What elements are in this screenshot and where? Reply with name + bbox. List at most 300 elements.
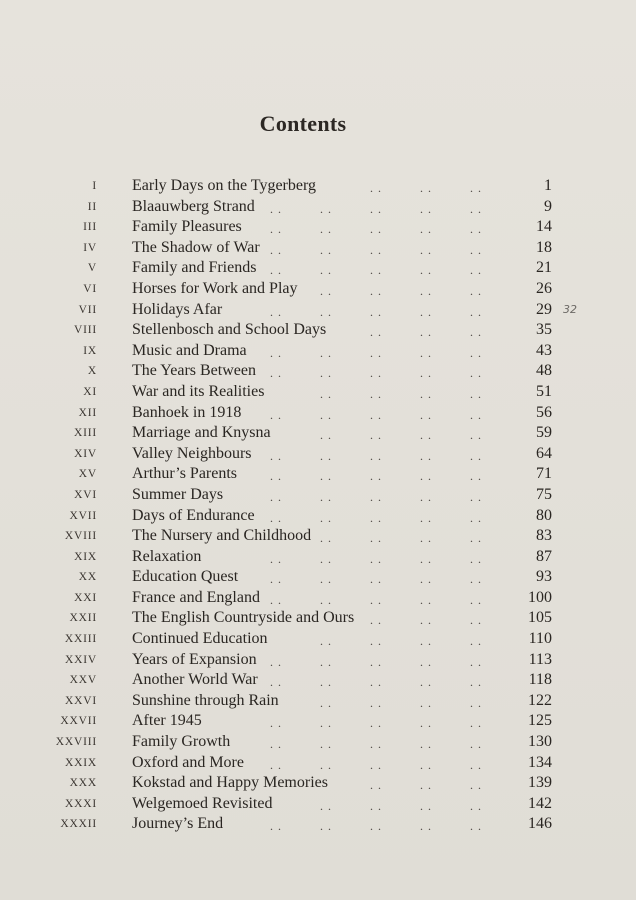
leader-dots: . . xyxy=(470,778,482,793)
leader-dots: . . xyxy=(420,448,432,463)
leader-dots: . . xyxy=(420,201,432,216)
dot-leader xyxy=(270,711,510,732)
toc-entry xyxy=(40,794,560,815)
leader-dots: . . xyxy=(470,242,482,257)
leader-dots: . . xyxy=(370,757,382,772)
chapter-title: Another World War xyxy=(132,671,258,689)
leader-dots: . . xyxy=(370,613,382,628)
leader-dots: . . xyxy=(270,489,282,504)
chapter-title: France and England xyxy=(132,588,260,606)
leader-dots: . . xyxy=(470,757,482,772)
toc-entry xyxy=(40,176,560,197)
chapter-title: Banhoek in 1918 xyxy=(132,403,242,421)
leader-dots: . . xyxy=(470,345,482,360)
leader-dots: . . xyxy=(470,592,482,607)
chapter-title: Days of Endurance xyxy=(132,506,255,524)
dot-leader xyxy=(270,753,510,774)
chapter-title: Family Growth xyxy=(132,733,231,751)
leader-dots: . . xyxy=(320,489,332,504)
leader-dots: . . xyxy=(420,407,432,422)
leader-dots: . . xyxy=(320,283,332,298)
leader-dots: . . xyxy=(470,716,482,731)
chapter-number: XIII xyxy=(74,427,97,440)
leader-dots: . . xyxy=(270,222,282,237)
leader-dots: . . xyxy=(470,407,482,422)
toc-entry xyxy=(40,732,560,753)
dot-leader xyxy=(270,341,510,362)
leader-dots: . . xyxy=(320,757,332,772)
chapter-number: XXVI xyxy=(65,694,97,707)
toc-entry xyxy=(40,444,560,465)
leader-dots: . . xyxy=(370,407,382,422)
leader-dots: . . xyxy=(470,469,482,484)
leader-dots: . . xyxy=(320,386,332,401)
page-number: 43 xyxy=(536,341,552,359)
chapter-number: XXIII xyxy=(64,633,97,646)
toc-entry xyxy=(40,403,560,424)
leader-dots: . . xyxy=(420,489,432,504)
dot-leader xyxy=(270,403,510,424)
toc-entry xyxy=(40,485,560,506)
chapter-number: VI xyxy=(83,282,97,295)
dot-leader xyxy=(270,794,510,815)
leader-dots: . . xyxy=(370,366,382,381)
chapter-number: VII xyxy=(78,303,97,316)
leader-dots: . . xyxy=(420,531,432,546)
page-number: 9 xyxy=(544,197,552,215)
chapter-number: XIX xyxy=(74,550,97,563)
page-number: 130 xyxy=(528,733,552,751)
leader-dots: . . xyxy=(270,469,282,484)
page-number: 59 xyxy=(536,424,552,442)
chapter-title: After 1945 xyxy=(132,712,202,730)
leader-dots: . . xyxy=(370,242,382,257)
chapter-number: XXIX xyxy=(65,756,97,769)
toc-entry xyxy=(40,423,560,444)
page-number: 83 xyxy=(536,527,552,545)
leader-dots: . . xyxy=(420,572,432,587)
leader-dots: . . xyxy=(470,201,482,216)
contents-list xyxy=(40,176,560,835)
chapter-number: II xyxy=(87,200,97,213)
leader-dots: . . xyxy=(470,222,482,237)
leader-dots: . . xyxy=(470,366,482,381)
leader-dots: . . xyxy=(370,222,382,237)
leader-dots: . . xyxy=(270,716,282,731)
dot-leader xyxy=(270,258,510,279)
toc-entry xyxy=(40,567,560,588)
chapter-title: Family Pleasures xyxy=(132,218,242,236)
leader-dots: . . xyxy=(320,510,332,525)
leader-dots: . . xyxy=(370,201,382,216)
chapter-title: Music and Drama xyxy=(132,341,247,359)
leader-dots: . . xyxy=(420,675,432,690)
leader-dots: . . xyxy=(320,304,332,319)
leader-dots: . . xyxy=(320,242,332,257)
leader-dots: . . xyxy=(470,428,482,443)
toc-entry xyxy=(40,279,560,300)
page-number: 113 xyxy=(528,650,552,668)
chapter-title: Stellenbosch and School Days xyxy=(132,321,327,339)
dot-leader xyxy=(270,320,510,341)
leader-dots: . . xyxy=(370,304,382,319)
dot-leader xyxy=(270,650,510,671)
leader-dots: . . xyxy=(320,737,332,752)
leader-dots: . . xyxy=(270,737,282,752)
leader-dots: . . xyxy=(370,634,382,649)
leader-dots: . . xyxy=(370,778,382,793)
toc-entry xyxy=(40,608,560,629)
dot-leader xyxy=(270,732,510,753)
page-number: 75 xyxy=(536,485,552,503)
leader-dots: . . xyxy=(420,634,432,649)
chapter-number: XXV xyxy=(69,674,97,687)
dot-leader xyxy=(270,526,510,547)
leader-dots: . . xyxy=(270,572,282,587)
leader-dots: . . xyxy=(320,407,332,422)
leader-dots: . . xyxy=(370,551,382,566)
leader-dots: . . xyxy=(470,675,482,690)
page-number: 71 xyxy=(536,465,552,483)
dot-leader xyxy=(270,814,510,835)
leader-dots: . . xyxy=(370,181,382,195)
dot-leader xyxy=(270,629,510,650)
leader-dots: . . xyxy=(420,592,432,607)
chapter-title: Journey’s End xyxy=(132,815,224,833)
page-number: 118 xyxy=(528,671,552,689)
chapter-title: Kokstad and Happy Memories xyxy=(132,774,328,792)
leader-dots: . . xyxy=(370,263,382,278)
leader-dots: . . xyxy=(420,263,432,278)
chapter-number: XXII xyxy=(69,612,97,625)
leader-dots: . . xyxy=(320,222,332,237)
page-number: 35 xyxy=(536,321,552,339)
toc-entry xyxy=(40,753,560,774)
dot-leader xyxy=(270,238,510,259)
leader-dots: . . xyxy=(270,263,282,278)
toc-entry xyxy=(40,197,560,218)
leader-dots: . . xyxy=(270,551,282,566)
dot-leader xyxy=(270,608,510,629)
leader-dots: . . xyxy=(420,428,432,443)
leader-dots: . . xyxy=(270,654,282,669)
chapter-number: XXVII xyxy=(60,715,97,728)
page-number: 125 xyxy=(528,712,552,730)
leader-dots: . . xyxy=(320,634,332,649)
leader-dots: . . xyxy=(270,510,282,525)
leader-dots: . . xyxy=(470,654,482,669)
leader-dots: . . xyxy=(270,242,282,257)
leader-dots: . . xyxy=(420,242,432,257)
leader-dots: . . xyxy=(420,366,432,381)
chapter-number: IV xyxy=(83,241,97,254)
page-number: 14 xyxy=(536,218,552,236)
leader-dots: . . xyxy=(320,448,332,463)
leader-dots: . . xyxy=(370,819,382,834)
dot-leader xyxy=(270,567,510,588)
dot-leader xyxy=(270,691,510,712)
leader-dots: . . xyxy=(320,654,332,669)
dot-leader xyxy=(270,279,510,300)
chapter-number: XI xyxy=(83,385,97,398)
toc-entry xyxy=(40,814,560,835)
leader-dots: . . xyxy=(270,592,282,607)
page-number: 93 xyxy=(536,568,552,586)
chapter-number: I xyxy=(92,180,97,192)
leader-dots: . . xyxy=(420,386,432,401)
leader-dots: . . xyxy=(420,819,432,834)
leader-dots: . . xyxy=(270,757,282,772)
leader-dots: . . xyxy=(320,345,332,360)
chapter-number: X xyxy=(87,365,97,378)
leader-dots: . . xyxy=(420,283,432,298)
toc-entry xyxy=(40,341,560,362)
page-title: Contents xyxy=(259,110,347,136)
chapter-title: Summer Days xyxy=(132,485,224,503)
leader-dots: . . xyxy=(320,366,332,381)
leader-dots: . . xyxy=(470,531,482,546)
leader-dots: . . xyxy=(470,613,482,628)
leader-dots: . . xyxy=(320,531,332,546)
dot-leader xyxy=(270,300,510,321)
page-number: 105 xyxy=(528,609,552,627)
page-number: 56 xyxy=(536,403,552,421)
leader-dots: . . xyxy=(270,448,282,463)
toc-entry xyxy=(40,217,560,238)
chapter-title: Arthur’s Parents xyxy=(132,465,238,483)
leader-dots: . . xyxy=(370,695,382,710)
toc-entry xyxy=(40,547,560,568)
leader-dots: . . xyxy=(320,201,332,216)
leader-dots: . . xyxy=(420,778,432,793)
leader-dots: . . xyxy=(370,531,382,546)
chapter-title: Oxford and More xyxy=(132,753,244,771)
page-number: 26 xyxy=(536,279,552,297)
chapter-title: Sunshine through Rain xyxy=(132,691,279,709)
leader-dots: . . xyxy=(370,428,382,443)
chapter-number: III xyxy=(83,221,97,234)
dot-leader xyxy=(270,197,510,218)
leader-dots: . . xyxy=(470,551,482,566)
leader-dots: . . xyxy=(270,675,282,690)
chapter-number: XXVIII xyxy=(55,736,97,749)
chapter-title: Blaauwberg Strand xyxy=(132,197,255,215)
chapter-number: V xyxy=(87,262,97,275)
toc-entry xyxy=(40,382,560,403)
toc-entry xyxy=(40,361,560,382)
chapter-number: IX xyxy=(83,344,97,357)
toc-entry xyxy=(40,588,560,609)
toc-entry xyxy=(40,650,560,671)
leader-dots: . . xyxy=(270,407,282,422)
leader-dots: . . xyxy=(370,448,382,463)
page-number: 64 xyxy=(536,444,552,462)
leader-dots: . . xyxy=(470,181,482,195)
leader-dots: . . xyxy=(370,675,382,690)
chapter-title: The Nursery and Childhood xyxy=(132,527,312,545)
leader-dots: . . xyxy=(270,304,282,319)
leader-dots: . . xyxy=(470,448,482,463)
dot-leader xyxy=(270,773,510,794)
leader-dots: . . xyxy=(320,428,332,443)
leader-dots: . . xyxy=(470,634,482,649)
leader-dots: . . xyxy=(470,798,482,813)
leader-dots: . . xyxy=(270,345,282,360)
toc-entry xyxy=(40,670,560,691)
leader-dots: . . xyxy=(370,510,382,525)
leader-dots: . . xyxy=(420,716,432,731)
leader-dots: . . xyxy=(270,819,282,834)
leader-dots: . . xyxy=(420,510,432,525)
chapter-title: Family and Friends xyxy=(132,259,257,277)
chapter-number: XXI xyxy=(74,591,97,604)
chapter-title: Holidays Afar xyxy=(132,300,223,318)
leader-dots: . . xyxy=(470,386,482,401)
dot-leader xyxy=(270,361,510,382)
leader-dots: . . xyxy=(470,819,482,834)
page-number: 100 xyxy=(528,588,552,606)
leader-dots: . . xyxy=(370,716,382,731)
leader-dots: . . xyxy=(370,592,382,607)
leader-dots: . . xyxy=(470,510,482,525)
page-number: 29 xyxy=(536,300,552,318)
chapter-title: Years of Expansion xyxy=(132,650,257,668)
toc-entry xyxy=(40,320,560,341)
chapter-number: VIII xyxy=(74,324,97,337)
page-number: 134 xyxy=(528,753,552,771)
leader-dots: . . xyxy=(320,469,332,484)
leader-dots: . . xyxy=(470,325,482,340)
dot-leader xyxy=(270,217,510,238)
leader-dots: . . xyxy=(420,345,432,360)
toc-entry xyxy=(40,300,560,321)
leader-dots: . . xyxy=(470,737,482,752)
dot-leader xyxy=(270,485,510,506)
page-number: 139 xyxy=(528,774,552,792)
chapter-title: Education Quest xyxy=(132,568,239,586)
leader-dots: . . xyxy=(420,325,432,340)
leader-dots: . . xyxy=(470,489,482,504)
chapter-number: XIV xyxy=(74,447,97,460)
page-number: 80 xyxy=(536,506,552,524)
chapter-title: Welgemoed Revisited xyxy=(132,794,273,812)
dot-leader xyxy=(270,176,510,197)
handwritten-annotation: 32 xyxy=(563,303,577,316)
toc-entry xyxy=(40,258,560,279)
chapter-number: XXXII xyxy=(60,818,97,831)
leader-dots: . . xyxy=(270,366,282,381)
leader-dots: . . xyxy=(370,345,382,360)
chapter-number: XXIV xyxy=(65,653,97,666)
toc-entry xyxy=(40,711,560,732)
page-number: 122 xyxy=(528,691,552,709)
leader-dots: . . xyxy=(370,798,382,813)
chapter-title: Horses for Work and Play xyxy=(132,279,298,297)
toc-entry xyxy=(40,629,560,650)
leader-dots: . . xyxy=(320,695,332,710)
leader-dots: . . xyxy=(470,283,482,298)
chapter-number: XVII xyxy=(69,509,97,522)
dot-leader xyxy=(270,506,510,527)
page-number: 21 xyxy=(536,259,552,277)
chapter-number: XII xyxy=(78,406,97,419)
chapter-title: War and its Realities xyxy=(132,382,265,400)
page-number: 1 xyxy=(544,177,552,194)
leader-dots: . . xyxy=(320,798,332,813)
leader-dots: . . xyxy=(420,695,432,710)
leader-dots: . . xyxy=(370,572,382,587)
leader-dots: . . xyxy=(370,325,382,340)
leader-dots: . . xyxy=(420,181,432,195)
toc-entry xyxy=(40,691,560,712)
leader-dots: . . xyxy=(370,386,382,401)
chapter-title: Marriage and Knysna xyxy=(132,424,271,442)
page-number: 87 xyxy=(536,547,552,565)
dot-leader xyxy=(270,670,510,691)
chapter-title: The Shadow of War xyxy=(132,238,260,256)
chapter-title: Early Days on the Tygerberg xyxy=(132,177,317,194)
leader-dots: . . xyxy=(370,654,382,669)
chapter-title: Valley Neighbours xyxy=(132,444,252,462)
toc-entry xyxy=(40,464,560,485)
leader-dots: . . xyxy=(370,737,382,752)
page-number: 18 xyxy=(536,238,552,256)
leader-dots: . . xyxy=(470,695,482,710)
leader-dots: . . xyxy=(420,757,432,772)
page-number: 51 xyxy=(536,382,552,400)
leader-dots: . . xyxy=(420,222,432,237)
leader-dots: . . xyxy=(420,798,432,813)
page-number: 48 xyxy=(536,362,552,380)
leader-dots: . . xyxy=(470,572,482,587)
leader-dots: . . xyxy=(370,283,382,298)
toc-entry xyxy=(40,506,560,527)
chapter-number: XVIII xyxy=(64,530,97,543)
dot-leader xyxy=(270,464,510,485)
chapter-title: Continued Education xyxy=(132,630,268,648)
leader-dots: . . xyxy=(320,551,332,566)
leader-dots: . . xyxy=(420,737,432,752)
dot-leader xyxy=(270,423,510,444)
leader-dots: . . xyxy=(320,592,332,607)
leader-dots: . . xyxy=(320,263,332,278)
leader-dots: . . xyxy=(320,716,332,731)
chapter-title: The Years Between xyxy=(132,362,256,380)
leader-dots: . . xyxy=(470,263,482,278)
page-number: 142 xyxy=(528,794,552,812)
chapter-number: XXXI xyxy=(65,797,97,810)
dot-leader xyxy=(270,547,510,568)
leader-dots: . . xyxy=(320,675,332,690)
page-number: 110 xyxy=(528,630,552,648)
leader-dots: . . xyxy=(420,654,432,669)
chapter-number: XX xyxy=(78,571,97,584)
toc-entry xyxy=(40,238,560,259)
leader-dots: . . xyxy=(420,551,432,566)
leader-dots: . . xyxy=(420,613,432,628)
dot-leader xyxy=(270,444,510,465)
leader-dots: . . xyxy=(320,572,332,587)
leader-dots: . . xyxy=(370,469,382,484)
toc-entry xyxy=(40,526,560,547)
page-number: 146 xyxy=(528,815,552,833)
leader-dots: . . xyxy=(370,489,382,504)
leader-dots: . . xyxy=(420,469,432,484)
chapter-number: XV xyxy=(78,468,97,481)
leader-dots: . . xyxy=(270,201,282,216)
toc-entry xyxy=(40,773,560,794)
chapter-number: XXX xyxy=(69,777,97,790)
